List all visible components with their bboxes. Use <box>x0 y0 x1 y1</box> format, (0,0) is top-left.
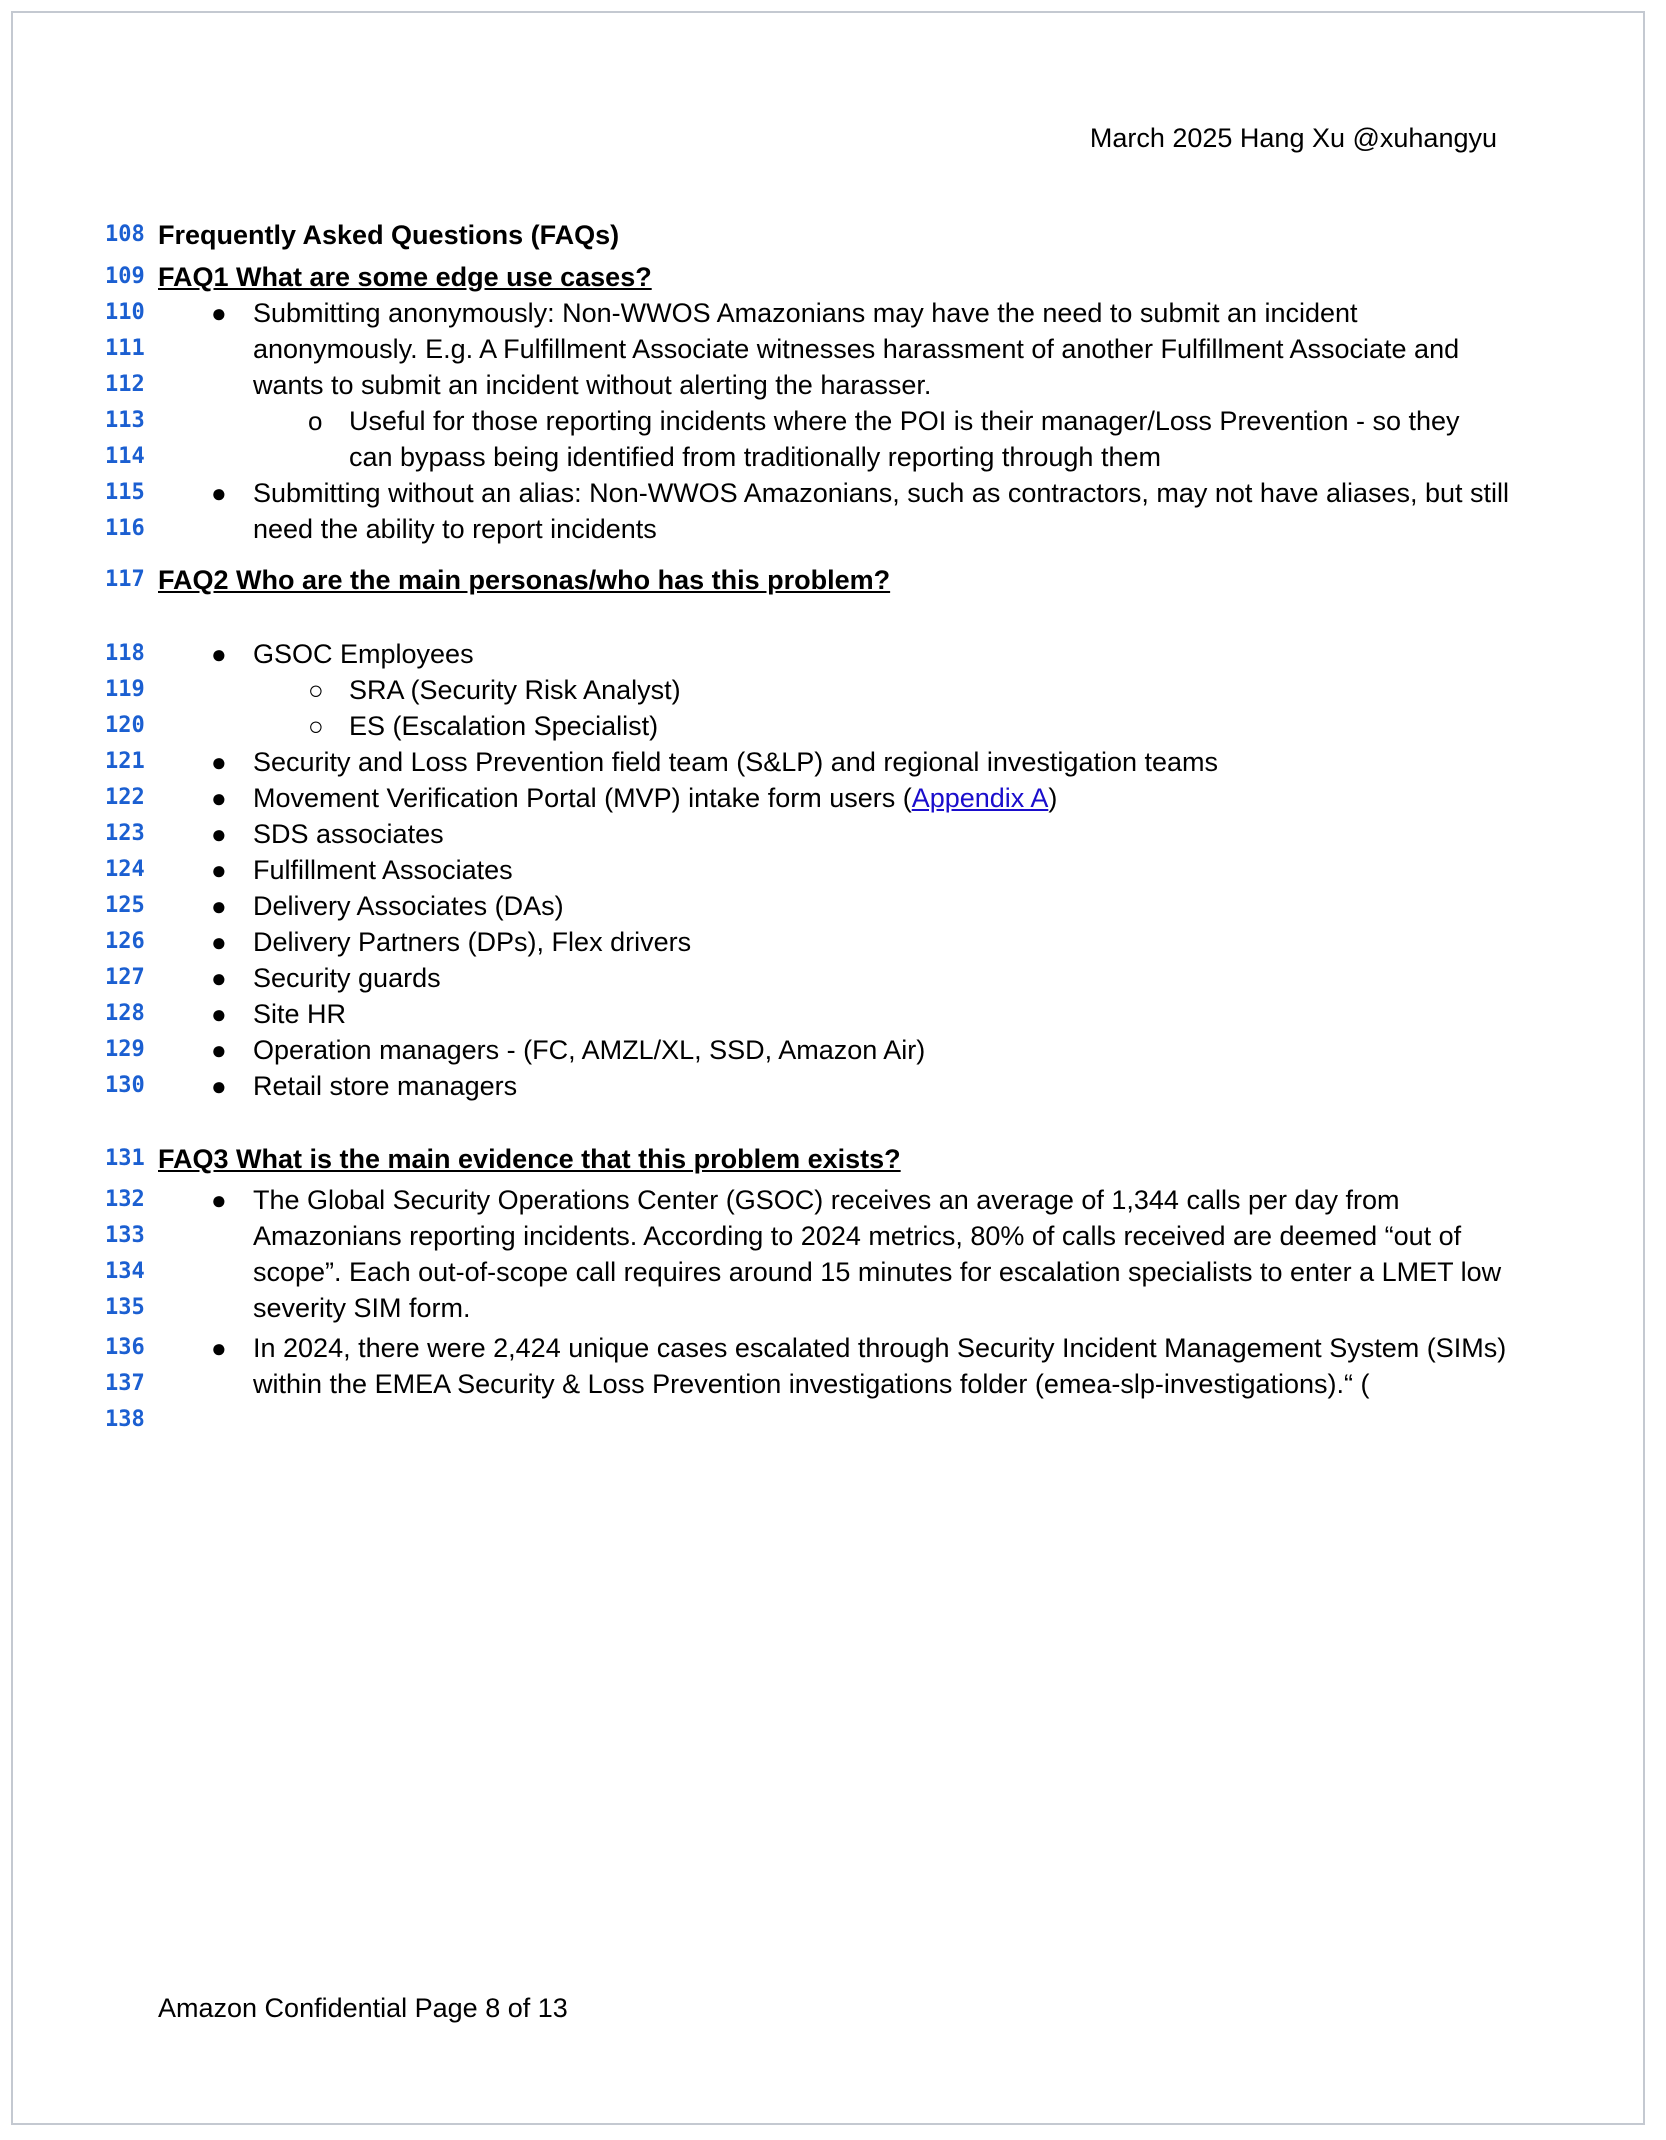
line-number: 118 <box>105 641 145 666</box>
sub-bullet-icon: ○ <box>308 711 324 741</box>
list-item-text-after-link: ) <box>1048 783 1058 813</box>
bullet-icon: ● <box>211 747 227 777</box>
list-item-text-before-link: Movement Verification Portal (MVP) intake form users ( <box>253 783 912 813</box>
line-number: 122 <box>105 785 145 810</box>
line-number: 123 <box>105 821 145 846</box>
appendix-a-link[interactable]: Appendix A <box>911 783 1049 813</box>
doc-line-117 <box>13 562 1647 598</box>
list-item-text: SDS associates <box>253 819 444 849</box>
list-item-text: severity SIM form. <box>253 1293 471 1323</box>
document-page <box>11 11 1645 2125</box>
list-item-text: Amazonians reporting incidents. According to 2024 metrics, 80% of calls received are deemed “out of <box>253 1221 1462 1251</box>
line-number: 110 <box>105 300 145 325</box>
list-item-text: need the ability to report incidents <box>253 514 657 544</box>
bullet-icon: ● <box>211 298 227 328</box>
bullet-icon: ● <box>211 891 227 921</box>
line-number: 126 <box>105 929 145 954</box>
sub-bullet-icon: ○ <box>308 675 324 705</box>
line-number: 119 <box>105 677 145 702</box>
doc-line-133 <box>13 1218 1647 1254</box>
doc-line-127 <box>13 960 1647 996</box>
bullet-icon: ● <box>211 639 227 669</box>
list-item-text: scope”. Each out-of-scope call requires around 15 minutes for escalation specialists to enter a LMET low <box>253 1257 1502 1287</box>
doc-line-137 <box>13 1366 1647 1402</box>
line-number: 117 <box>105 567 145 592</box>
sub-bullet-icon: o <box>308 406 323 436</box>
sub-list-item-text: can bypass being identified from traditionally reporting through them <box>349 442 1161 472</box>
bullet-icon: ● <box>211 963 227 993</box>
doc-line-112 <box>13 367 1647 403</box>
bullet-icon: ● <box>211 1185 227 1215</box>
doc-line-131 <box>13 1141 1647 1177</box>
list-item-text: Security and Loss Prevention field team (S&LP) and regional investigation teams <box>253 747 1219 777</box>
sub-list-item-text: ES (Escalation Specialist) <box>349 711 659 741</box>
doc-line-116 <box>13 511 1647 547</box>
doc-line-114 <box>13 439 1647 475</box>
bullet-icon: ● <box>211 1035 227 1065</box>
line-number: 109 <box>105 264 145 289</box>
doc-line-128 <box>13 996 1647 1032</box>
page-header: March 2025 Hang Xu @xuhangyu <box>1089 123 1497 153</box>
line-number: 128 <box>105 1001 145 1026</box>
line-number: 113 <box>105 408 145 433</box>
doc-line-115 <box>13 475 1647 511</box>
doc-line-129 <box>13 1032 1647 1068</box>
list-item-text: Fulfillment Associates <box>253 855 513 885</box>
doc-line-121 <box>13 744 1647 780</box>
line-number: 132 <box>105 1187 145 1212</box>
list-item-text: wants to submit an incident without alerting the harasser. <box>253 370 932 400</box>
doc-line-110 <box>13 295 1647 331</box>
line-number: 111 <box>105 336 145 361</box>
doc-line-122 <box>13 780 1647 816</box>
line-number: 129 <box>105 1037 145 1062</box>
line-number: 130 <box>105 1073 145 1098</box>
list-item-text: Submitting without an alias: Non-WWOS Amazonians, such as contractors, may not have aliases, but still <box>253 478 1510 508</box>
bullet-icon: ● <box>211 1071 227 1101</box>
list-item-text: Submitting anonymously: Non-WWOS Amazonians may have the need to submit an incident <box>253 298 1358 328</box>
line-number: 137 <box>105 1371 145 1396</box>
doc-line-132 <box>13 1182 1647 1218</box>
doc-line-123 <box>13 816 1647 852</box>
bullet-icon: ● <box>211 819 227 849</box>
bullet-icon: ● <box>211 783 227 813</box>
doc-line-135 <box>13 1290 1647 1326</box>
doc-line-120 <box>13 708 1647 744</box>
bullet-icon: ● <box>211 478 227 508</box>
bullet-icon: ● <box>211 1333 227 1363</box>
sub-list-item-text: SRA (Security Risk Analyst) <box>349 675 681 705</box>
bullet-icon: ● <box>211 855 227 885</box>
list-item-text <box>253 780 1057 816</box>
bullet-icon: ● <box>211 999 227 1029</box>
list-item-text: In 2024, there were 2,424 unique cases escalated through Security Incident Management System (SIMs) <box>253 1333 1507 1363</box>
sub-list-item-text: Useful for those reporting incidents where the POI is their manager/Loss Prevention - so they <box>349 406 1460 436</box>
doc-line-134 <box>13 1254 1647 1290</box>
doc-line-124 <box>13 852 1647 888</box>
line-number: 120 <box>105 713 145 738</box>
line-number: 124 <box>105 857 145 882</box>
line-number: 133 <box>105 1223 145 1248</box>
page-footer: Amazon Confidential Page 8 of 13 <box>158 1993 568 2023</box>
list-item-text: Security guards <box>253 963 441 993</box>
doc-line-138 <box>13 1402 1647 1438</box>
doc-line-136 <box>13 1330 1647 1366</box>
faq3-heading: FAQ3 What is the main evidence that this problem exists? <box>158 1144 901 1174</box>
line-number: 131 <box>105 1146 145 1171</box>
doc-line-130 <box>13 1068 1647 1104</box>
line-number: 136 <box>105 1335 145 1360</box>
line-number: 114 <box>105 444 145 469</box>
list-item-text: Operation managers - (FC, AMZL/XL, SSD, Amazon Air) <box>253 1035 926 1065</box>
doc-line-113 <box>13 403 1647 439</box>
line-number: 138 <box>105 1407 145 1432</box>
line-number: 125 <box>105 893 145 918</box>
doc-line-108 <box>13 217 1647 253</box>
list-item-text: anonymously. E.g. A Fulfillment Associate witnesses harassment of another Fulfillment Associate and <box>253 334 1460 364</box>
line-number: 127 <box>105 965 145 990</box>
doc-line-111 <box>13 331 1647 367</box>
line-number: 115 <box>105 480 145 505</box>
line-number: 108 <box>105 222 145 247</box>
list-item-text: within the EMEA Security & Loss Prevention investigations folder (emea-slp-investigations).“ ( <box>253 1369 1370 1399</box>
doc-line-125 <box>13 888 1647 924</box>
list-item-text: Retail store managers <box>253 1071 518 1101</box>
line-number: 134 <box>105 1259 145 1284</box>
list-item-text: The Global Security Operations Center (GSOC) receives an average of 1,344 calls per day from <box>253 1185 1400 1215</box>
faq2-heading: FAQ2 Who are the main personas/who has this problem? <box>158 565 891 595</box>
bullet-icon: ● <box>211 927 227 957</box>
line-number: 121 <box>105 749 145 774</box>
list-item-text: Site HR <box>253 999 347 1029</box>
list-item-text: GSOC Employees <box>253 639 474 669</box>
list-item-text: Delivery Partners (DPs), Flex drivers <box>253 927 692 957</box>
line-number: 116 <box>105 516 145 541</box>
line-number: 112 <box>105 372 145 397</box>
faq1-heading: FAQ1 What are some edge use cases? <box>158 262 652 292</box>
list-item-text: Delivery Associates (DAs) <box>253 891 564 921</box>
doc-line-109 <box>13 259 1647 295</box>
doc-line-126 <box>13 924 1647 960</box>
doc-line-118 <box>13 636 1647 672</box>
faq-section-heading: Frequently Asked Questions (FAQs) <box>158 220 620 250</box>
doc-line-119 <box>13 672 1647 708</box>
line-number: 135 <box>105 1295 145 1320</box>
